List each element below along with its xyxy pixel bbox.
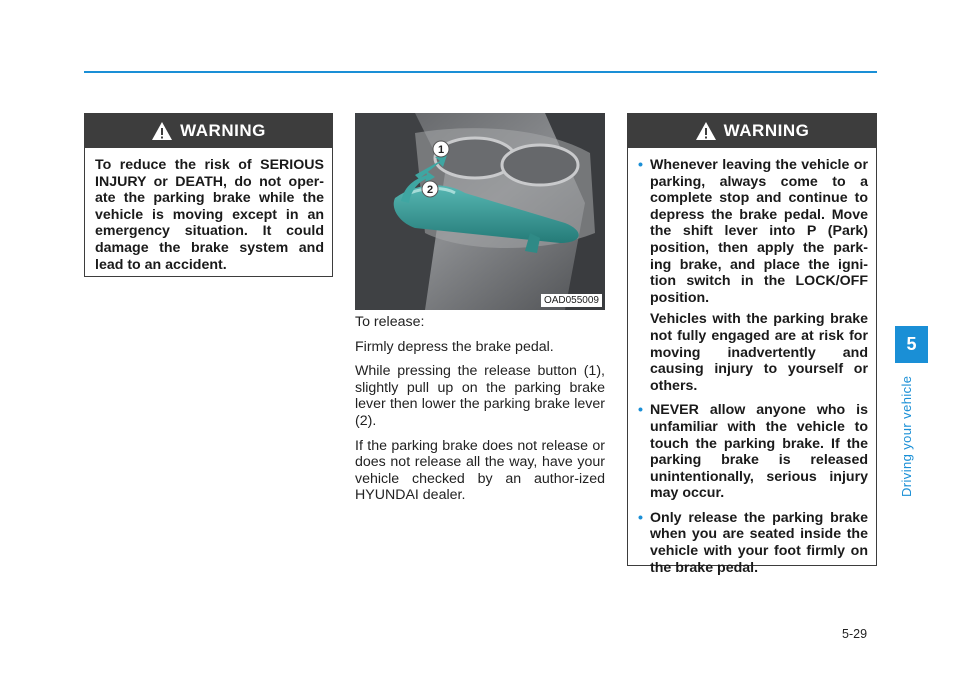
- warning-title: WARNING: [723, 121, 810, 140]
- bullet-dot-icon: •: [638, 402, 643, 419]
- warning-bullet: [638, 157, 868, 394]
- warning-bullet: [638, 510, 868, 576]
- bullet-text: Only release the parking brake when you are seated inside the vehicle with your foot firmly on the brake pedal.: [650, 509, 868, 576]
- chapter-title: Driving your vehicle: [899, 375, 914, 497]
- top-rule: [84, 71, 877, 73]
- warning-triangle-icon: [151, 121, 173, 141]
- page-number: 5-29: [842, 627, 868, 641]
- instruction-intro: To release:: [355, 314, 425, 330]
- release-instructions: [355, 314, 605, 512]
- warning-box-left: [84, 113, 333, 277]
- warning-bullet: [638, 402, 868, 502]
- bullet-dot-icon: •: [638, 509, 643, 526]
- bullet-extra-text: Vehicles with the parking brake not fully engaged are at risk for moving inadvertently and causing injury to yourself or others.: [650, 311, 868, 394]
- instruction-step-1: Firmly depress the brake pedal.: [355, 338, 554, 355]
- callout-2: 2: [426, 184, 434, 196]
- parking-brake-illustration: [355, 113, 605, 310]
- warning-header: [85, 114, 332, 148]
- chapter-number-tab: 5: [895, 326, 928, 363]
- warning-box-right: [627, 113, 877, 576]
- instruction-step-2: While pressing the release button (1), slightly pull up on the parking brake lever then lower the parking brake lever (2).: [355, 363, 605, 429]
- warning-triangle-icon: [695, 121, 717, 141]
- warning-text: To reduce the risk of SERIOUS INJURY or DEATH, do not oper-ate the parking brake while the vehicle is moving except in an emergency situation. It could damage the brake system and lead to an accident.: [95, 157, 324, 273]
- warning-bullets: [628, 148, 876, 592]
- figure-code: OAD055009: [541, 294, 602, 307]
- instruction-note: If the parking brake does not release or does not release all the way, have your vehicle checked by an author-ized HYUNDAI dealer.: [355, 437, 605, 504]
- bullet-text: NEVER allow anyone who is unfamiliar with the vehicle to touch the parking brake. If the parking brake is released unintentionally, serious injury may occur.: [650, 402, 868, 502]
- bullet-text: Whenever leaving the vehicle or parking, always come to a complete stop and continue to depress the brake pedal. Move the shift lever into P (Park) position, then apply the park-ing brake, and place the igni-tion switch in the LOCK/OFF position.: [650, 157, 868, 306]
- parking-brake-photo: [355, 113, 605, 310]
- warning-title: WARNING: [180, 121, 266, 140]
- warning-header: [628, 114, 876, 148]
- bullet-dot-icon: •: [638, 157, 643, 173]
- callout-1: 1: [437, 144, 445, 156]
